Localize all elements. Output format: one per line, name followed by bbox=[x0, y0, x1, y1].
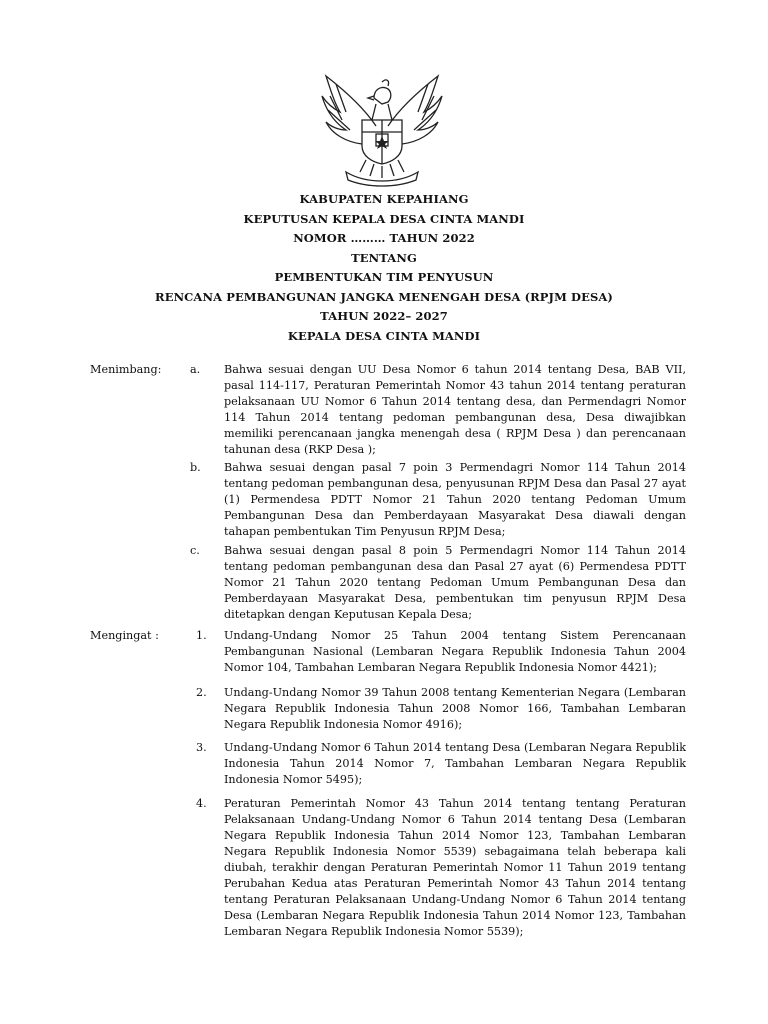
regency-title: KABUPATEN KEPAHIANG bbox=[299, 192, 469, 206]
document-heading bbox=[0, 190, 768, 346]
item-marker: b. bbox=[190, 461, 201, 474]
item-text: Undang-Undang Nomor 6 Tahun 2014 tentang Desa (Lembaran Negara Republik Indonesia Tahun 2014 Nomor 7, Tambahan Lembaran Negara Republik Indonesia Nomor 5495); bbox=[224, 741, 686, 786]
item-text: Peraturan Pemerintah Nomor 43 Tahun 2014 tentang tentang Peraturan Pelaksanaan Undang-Undang Nomor 6 Tahun 2014 tentang Desa (Lembaran Negara Republik Indonesia Tahun 2014 Nomor 123, Tambahan Lembaran Negara Republik Indonesia Nomor 5539) sebagaimana telah beberapa kali diubah, terakhir dengan Peraturan Pemerintah Nomor 11 Tahun 2019 tentang Perubahan Kedua atas Peraturan Pemerintah Nomor 43 Tahun 2014 tentang tentang Peraturan Pelaksanaan Undang-Undang Nomor 6 Tahun 2014 tentang Desa (Lembaran Negara Republik Indonesia Tahun 2014 Nomor 123, Tambahan Lembaran Negara Republik Indonesia Nomor 5539); bbox=[224, 797, 686, 938]
issuer-line: KEPALA DESA CINTA MANDI bbox=[287, 328, 481, 343]
decree-title: KEPUTUSAN KEPALA DESA CINTA MANDI bbox=[243, 211, 525, 226]
menimbang-item-b bbox=[190, 460, 686, 540]
item-marker: 3. bbox=[196, 741, 207, 754]
menimbang-item-a bbox=[190, 362, 686, 458]
item-text: Bahwa sesuai dengan UU Desa Nomor 6 tahun 2014 tentang Desa, BAB VII, pasal 114-117, Peraturan Pemerintah Nomor 43 tahun 2014 tentang peraturan pelaksanaan UU Nomor 6 Tahun 2014 tentang desa, dan Permendagri Nomor 114 Tahun 2014 tentang pedoman pembangunan desa, Desa diwajibkan memiliki perencanaan jangka menengah desa ( RPJM Desa ) dan perencanaan tahunan desa (RKP Desa ); bbox=[224, 363, 686, 456]
item-marker: 4. bbox=[196, 797, 207, 810]
subject-line-1: PEMBENTUKAN TIM PENYUSUN bbox=[274, 270, 494, 284]
period-line: TAHUN 2022– 2027 bbox=[320, 309, 448, 323]
item-text: Bahwa sesuai dengan pasal 7 poin 3 Permendagri Nomor 114 Tahun 2014 tentang pedoman pembangunan desa, penyusunan RPJM Desa dan Pasal 27 ayat (1) Permendesa PDTT Nomor 21 Tahun 2020 tentang Pedoman Umum Pembangunan Desa dan Pemberdayaan Masyarakat Desa diawali dengan tahapan pembentukan Tim Penyusun RPJM Desa; bbox=[224, 461, 686, 538]
item-marker: c. bbox=[190, 544, 200, 557]
about-label: TENTANG bbox=[351, 250, 417, 265]
item-text: Undang-Undang Nomor 39 Tahun 2008 tentang Kementerian Negara (Lembaran Negara Republik Indonesia Tahun 2008 Nomor 166, Tambahan Lembaran Negara Republik Indonesia Nomor 4916); bbox=[224, 686, 686, 731]
mengingat-label: Mengingat : bbox=[90, 629, 159, 642]
menimbang-item-c bbox=[190, 543, 686, 623]
item-text: Undang-Undang Nomor 25 Tahun 2004 tentang Sistem Perencanaan Pembangunan Nasional (Lembaran Negara Republik Indonesia Tahun 2004 Nomor 104, Tambahan Lembaran Negara Republik Indonesia Nomor 4421); bbox=[224, 629, 686, 674]
mengingat-item-4 bbox=[196, 796, 686, 940]
item-text: Bahwa sesuai dengan pasal 8 poin 5 Permendagri Nomor 114 Tahun 2014 tentang pedoman pembangunan desa dan Pasal 27 ayat (6) Permendesa PDTT Nomor 21 Tahun 2020 tentang Pedoman Umum Pembangunan Desa dan Pemberdayaan Masyarakat Desa, pembentukan tim penyusun RPJM Desa ditetapkan dengan Keputusan Kepala Desa; bbox=[224, 544, 686, 621]
item-marker: 1. bbox=[196, 629, 207, 642]
subject-line-2: RENCANA PEMBANGUNAN JANGKA MENENGAH DESA (RPJM DESA) bbox=[155, 289, 613, 304]
mengingat-item-3 bbox=[196, 740, 686, 788]
mengingat-item-1 bbox=[196, 628, 686, 676]
item-marker: 2. bbox=[196, 686, 207, 699]
decree-number: NOMOR ……… TAHUN 2022 bbox=[293, 231, 475, 245]
mengingat-item-2 bbox=[196, 685, 686, 733]
menimbang-label: Menimbang: bbox=[90, 363, 162, 376]
item-marker: a. bbox=[190, 363, 201, 376]
garuda-emblem-icon bbox=[316, 68, 448, 188]
